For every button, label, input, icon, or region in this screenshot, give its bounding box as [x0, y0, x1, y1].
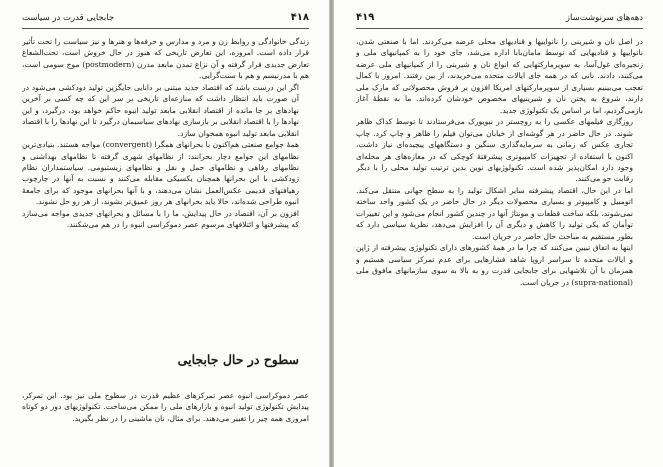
section-paragraph: عصر دموکراسی انبوه عصر تمرکزهای عظیم قدرت در سطوح ملی نیز بود. این تمرکز، پیدایش تکنولوژی تولید انبوه و بازارهای ملی را ممکن می‌ساخت. تکنولوژیهای دور دو کوتاه امروزی همه چیز را تغییر می‌دهند. برای مثال، نان ماشینی را در نظر بگیرید. [22, 391, 309, 423]
left-paragraph: زندگی خانوادگی و روابط زن و مرد و مدارس و حرفه‌ها و هنرها و نیز سیاست را تحت تأثیر قرار داده است. امروزه، این تعارض تاریخی که هنوز در حال خروش است، تحت‌الشعاع تعارض جدیدی قرار گرفته و آن نزاع تمدن مابعد مدرن (postmodern) موج سومی است، هم با مدرنیسم و هم با سنت‌گرایی. [22, 37, 309, 81]
left-running-title: جابجایی قدرت در سیاست [22, 13, 115, 23]
right-page-number: ۴۱۹ [356, 12, 375, 23]
right-page [334, 0, 663, 467]
left-paragraph: همهٔ جوامع صنعتی هم‌اکنون با بحرانهای همگرا (convergent) مواجه هستند. بنیادی‌ترین نظامهای این جوامع دچار بحرانند: از نظامهای شهری گرفته تا نظامهای بهداشتی و نظامهای رفاهی و نظامهای حمل و نقل و نظامهای زیستبومی. سیاستمداران نظام زودکشی با این بحرانها همچنان یکسیکی مقابله می‌کنند و نسبت به آنها در چارچوب رهیافتهای قدیمی عکس‌العمل نشان می‌دهند، و با آنها بحرانهای موجود که برای جامعهٔ انبوه طراحی شده‌اند، حالا باید بحرانهای هر روز عمیق‌تر بشوند، از هر رو حل نشوند. [22, 140, 299, 207]
left-page [0, 0, 329, 467]
left-paragraph: اگر این درست باشد که اقتصاد جدید مبتنی بر دانایی جایگزین تولید دودکشی می‌شود در آن صورت باید انتظار داشت که منازعه‌ای تاریخی بر سر این که چه کسی بر آخرین نهادهای بر جا مانده از اقتصاد انقلابی مابعد تولید انبوه حاکم خواهد بود، درگیرد، و این نهادها را با اقتصاد انقلابی بر بازسازی نهادهای سیاسیمان درگیرد تا این نهادها را با اقتصاد انقلابی مابعد تولید انبوه همخوان سازد. [22, 82, 299, 138]
right-running-title: دهه‌های سرنوشت‌ساز [565, 13, 643, 23]
left-page-number: ۴۱۸ [290, 12, 309, 23]
right-page-header [356, 12, 643, 29]
right-paragraph: اینها به اتفاق تبیین می‌کنند که چرا ما در همهٔ کشورهای دارای تکنولوژی پیشرفته از ژاپن و ایالات متحده تا سراسر اروپا شاهد فشارهایی برای عدم تمرکز سیاسی هستیم و همزمان با آن تلاشهایی برای جابجایی قدرت رو به بالا به سوی سازمانهای مافوق ملی (supra-national) در جریان است. [356, 243, 633, 287]
right-page-body [356, 36, 643, 464]
left-page-header [22, 12, 309, 29]
right-paragraph: روزگاری فیلمهای عکسی را به روچستر در نیویورک می‌فرستادند تا توسط کداک ظاهر شوند. در حال حاضر در هر گوشه‌ای از خیابان می‌توان فیلم را ظاهر و چاپ کرد. چاپ تجاری عکس که زمانی به سرمایه‌گذاری سنگین و دستگاههای پیچیده‌ای نیاز داشت، اکنون با استفاده از تجهیزات کامپیوتری پیشرفتهٔ کوچکی که در مغازه‌های هر محله‌ای وجود دارد امکان‌پذیر شده است. تکنولوژیهای نوین بدین ترتیب تولید محلی را با دیگر رقابت جو می‌کنند. [356, 117, 633, 184]
left-paragraph: افزون بر آن، اقتصاد در حال پیدایش، ما را با مسائل و بحرانهای جدیدی مواجه می‌سازد که پیشرفتها و ائتلافهای مرسوم عصر دموکراسی انبوه را در هم می‌شکنند. [22, 208, 299, 230]
right-paragraph: در اصل نان و شیرینی را نانواییها و قنادیهای محلی عرضه می‌کردند. اما با صنعتی شدن، نانواییها و قنادیهایی که توسط مامان‌بابا اداره می‌شد، جای خود را به کمپانیهای ملی و زنجیره‌ای غول‌آسا، به سوپرمارکتهایی که انواع نان و شیرینی را از کمپانیهای ملی عرضه می‌کنند، دادند. نانی که در همه جای ایالات متحده می‌خریدند، از بین رفتند. امروز با کمال تعجب می‌بینیم بسیاری از سوپرمارکتهای امریکا افزون بر فروش محصولاتی که مارک ملی دارند، شروع به پختن نان و شیرینیهای مخصوص خودشان کرده‌اند. ما به نقطهٔ آغاز بازمی‌گردیم، اما بر اساس یک تکنولوژی جدید. [356, 37, 643, 115]
left-page-body [22, 36, 309, 338]
section-heading: سطوح در حال جابجایی [177, 352, 299, 367]
section-body [22, 390, 309, 464]
right-paragraph: اما در این حال، اقتصاد پیشرفته سایر اشکال تولید را به سطح جهانی منتقل می‌کند. اتومبیل و کامپیوتر و بسیاری محصولات دیگر در حال حاضر در یک کشور واحد ساخته نمی‌شوند، بلکه ساخت قطعات و مونتاژ آنها در چندین کشور انجام می‌شود و این تغییرات توأمان که یکی تولید را کاهش و دیگری آن را افزایش می‌دهد، نظریهٔ سیاسی دارد که بطور مستقیم به مباحث حال حاضر در جریان است. [356, 185, 633, 241]
